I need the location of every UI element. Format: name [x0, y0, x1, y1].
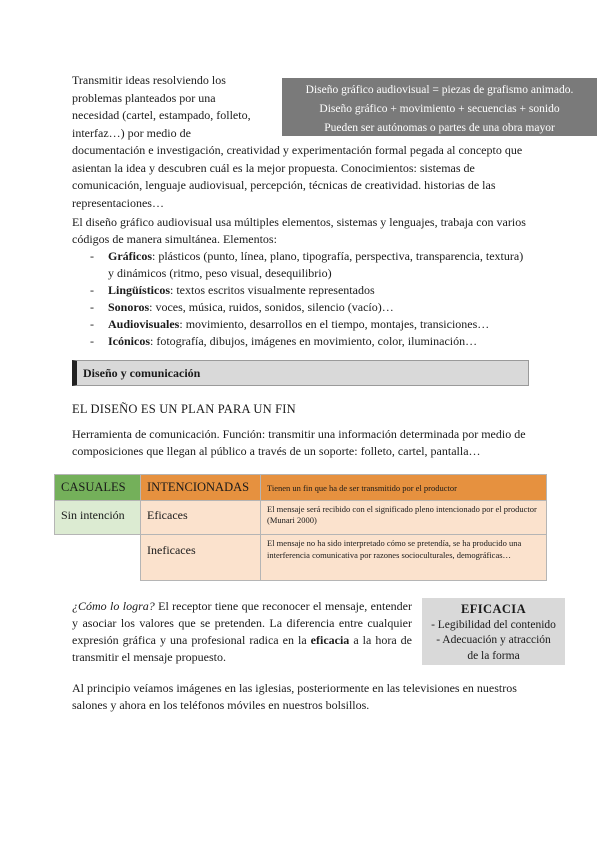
callout-line: Diseño gráfico audiovisual = piezas de grafismo animado. — [305, 84, 574, 96]
section-heading: Diseño y comunicación — [72, 360, 529, 386]
logro-text-after: a la hora de transmitir el mensaje propuesto. — [72, 633, 412, 664]
list-item-desc: : voces, música, ruidos, sonidos, silencio (vacío)… — [149, 300, 394, 314]
message-types-table — [54, 474, 547, 581]
logro-paragraph — [72, 598, 412, 666]
list-item-desc: : textos escritos visualmente representados — [170, 283, 375, 297]
eficacia-line: - Legibilidad del contenido — [431, 618, 556, 631]
list-item-term: Audiovisuales — [108, 317, 180, 331]
list-item-desc: : fotografía, dibujos, imágenes en movimiento, color, iluminación… — [150, 334, 478, 348]
logro-bold: eficacia — [310, 633, 350, 647]
cell-ineficaces-def: El mensaje no ha sido interpretado cómo se pretendía, se ha producido una interferencia comunicativa por razones socioculturales, demográficas… — [261, 535, 547, 581]
list-item — [72, 333, 532, 350]
callout-line: Pueden ser autónomas o partes de una obra mayor — [324, 122, 555, 134]
cell-ineficaces: Ineficaces — [141, 535, 261, 581]
elements-list — [72, 248, 532, 350]
elements-section — [72, 214, 532, 350]
intro-paragraph — [72, 72, 574, 212]
elements-lead: El diseño gráfico audiovisual usa múltiples elementos, sistemas y lenguajes, trabaja con varios códigos de manera simultánea. Elementos: — [72, 215, 526, 246]
list-item-desc: : plásticos (punto, línea, plano, tipografía, perspectiva, transparencia, textura) y dinámicos (ritmo, peso visual, desequilibrio) — [108, 249, 524, 280]
eficacia-line: - Adecuación y atracción — [436, 634, 551, 646]
definition-callout — [282, 78, 597, 136]
callout-line: Diseño gráfico + movimiento + secuencias + sonido — [319, 103, 560, 115]
cell-intencionadas: INTENCIONADAS — [141, 475, 261, 501]
list-item-term: Lingüísticos — [108, 283, 171, 297]
cell-casuales: CASUALES — [55, 475, 141, 501]
section-subheading: EL DISEÑO ES UN PLAN PARA UN FIN — [72, 402, 296, 416]
list-item-term: Gráficos — [108, 249, 152, 263]
list-item — [72, 282, 532, 299]
list-item-term: Sonoros — [108, 300, 150, 314]
list-item — [72, 299, 532, 316]
list-item — [72, 248, 532, 282]
closing-paragraph: Al principio veíamos imágenes en las iglesias, posteriormente en las televisiones en nuestros salones y ahora en los teléfonos móviles en nuestros bolsillos. — [72, 681, 517, 712]
cell-intencionadas-def: Tienen un fin que ha de ser transmitido por el productor — [261, 475, 547, 501]
cell-empty — [55, 535, 141, 581]
logro-text-before: El receptor tiene que reconocer el mensaje, entender y asociar los valores que se pretenden. La diferencia entre cualquier expresión gráfica y una profesional radica en la — [72, 599, 412, 647]
list-item-desc: : movimiento, desarrollos en el tiempo, montajes, transiciones… — [179, 317, 490, 331]
eficacia-line: de la forma — [467, 649, 520, 662]
cell-eficaces-def: El mensaje será recibido con el significado pleno intencionado por el productor (Munari 2000) — [261, 501, 547, 535]
eficacia-title: EFICACIA — [460, 602, 526, 616]
intro-text: Transmitir ideas resolviendo los problemas planteados por una necesidad (cartel, estampado, folleto, interfaz…) por medio de documentación e investigación, creatividad y experimentación formal pegada al concepto que asientan la idea y descubren cuál es la mejor propuesta. Conocimientos: sistemas de comunicación, lenguaje audiovisual, percepción, técnicas de creatividad. historias de las representaciones… — [72, 73, 523, 210]
cell-eficaces: Eficaces — [141, 501, 261, 535]
list-item-term: Icónicos — [108, 334, 150, 348]
cell-sin-intencion: Sin intención — [55, 501, 141, 535]
eficacia-box — [422, 598, 565, 665]
logro-question: ¿Cómo lo logra? — [72, 599, 155, 613]
list-item — [72, 316, 532, 333]
communication-paragraph: Herramienta de comunicación. Función: transmitir una información determinada por medio de composiciones que llegan al público a través de un soporte: folleto, cartel, pantalla… — [72, 427, 526, 458]
